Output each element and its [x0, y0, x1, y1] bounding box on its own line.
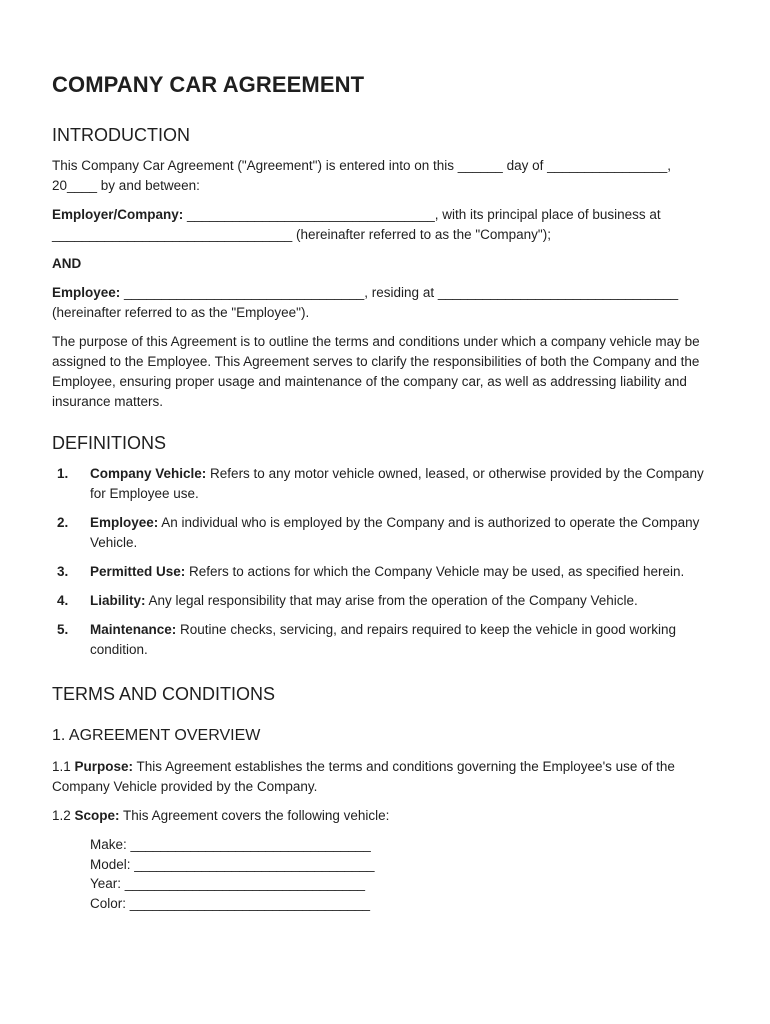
- term-label: Company Vehicle:: [90, 466, 207, 481]
- term-definition: Any legal responsibility that may arise from the operation of the Company Vehicle.: [145, 593, 638, 608]
- list-item: [52, 620, 718, 660]
- employee-paragraph: [52, 283, 718, 323]
- term-label: Permitted Use:: [90, 564, 186, 579]
- list-item-number: 5.: [57, 622, 69, 637]
- term-definition: An individual who is employed by the Company and is authorized to operate the Company Vehicle.: [90, 515, 700, 550]
- definitions-heading: DEFINITIONS: [52, 433, 167, 453]
- list-item-number: 3.: [57, 564, 69, 579]
- vehicle-year-field: Year: ________________________________: [90, 876, 366, 891]
- purpose-clause: [52, 757, 718, 797]
- employee-text: ________________________________, residing at ________________________________ (hereinafter referred to as the "Employee").: [52, 285, 679, 320]
- and-label: AND: [52, 256, 82, 271]
- term-label: Maintenance:: [90, 622, 177, 637]
- purpose-text: This Agreement establishes the terms and conditions governing the Employee's use of the Company Vehicle provided by the Company.: [52, 759, 675, 794]
- list-item-text: [90, 464, 718, 504]
- scope-clause: [52, 806, 718, 826]
- vehicle-color-field: Color: ________________________________: [90, 895, 371, 911]
- term-label: Employee:: [90, 515, 159, 530]
- list-item-number: 4.: [57, 593, 69, 608]
- definitions-list: [52, 464, 718, 660]
- clause-number: 1.1: [52, 759, 75, 774]
- and-separator: [52, 254, 718, 274]
- terms-heading: TERMS AND CONDITIONS: [52, 684, 276, 704]
- opening-paragraph: This Company Car Agreement ("Agreement") is entered into on this ______ day of ________________, 20____ by and between:: [52, 158, 671, 193]
- term-definition: Routine checks, servicing, and repairs required to keep the vehicle in good working condition.: [90, 622, 677, 657]
- list-item: [52, 591, 718, 611]
- agreement-overview-heading: 1. AGREEMENT OVERVIEW: [52, 727, 261, 744]
- vehicle-make-field: Make: ________________________________: [90, 837, 371, 852]
- purpose-paragraph: The purpose of this Agreement is to outline the terms and conditions under which a company vehicle may be assigned to the Employee. This Agreement serves to clarify the responsibilities of both the Company and the Employee, ensuring proper usage and maintenance of the company car, as well as addressing liability and insurance matters.: [52, 334, 700, 409]
- term-definition: Refers to actions for which the Company Vehicle may be used, as specified herein.: [185, 564, 685, 579]
- list-item-number: 2.: [57, 515, 69, 530]
- list-item-text: [90, 620, 718, 660]
- introduction-heading: INTRODUCTION: [52, 125, 190, 145]
- list-item-text: [90, 562, 718, 582]
- document-title: COMPANY CAR AGREEMENT: [52, 72, 365, 97]
- list-item: [52, 464, 718, 504]
- employee-label: Employee:: [52, 285, 121, 300]
- term-label: Liability:: [90, 593, 146, 608]
- scope-text: This Agreement covers the following vehicle:: [119, 808, 390, 823]
- employer-paragraph: [52, 205, 718, 245]
- list-item-text: [90, 591, 718, 611]
- list-item-text: [90, 513, 718, 553]
- clause-number: 1.2: [52, 808, 75, 823]
- employer-label: Employer/Company:: [52, 207, 184, 222]
- employer-text: _________________________________, with its principal place of business at ________________________________ (hereinafter referred to as the "Company");: [52, 207, 661, 242]
- vehicle-model-field: Model: ________________________________: [90, 856, 375, 872]
- list-item: [52, 562, 718, 582]
- scope-label: Scope:: [74, 808, 120, 823]
- term-definition: Refers to any motor vehicle owned, leased, or otherwise provided by the Company for Employee use.: [90, 466, 704, 501]
- list-item-number: 1.: [57, 466, 69, 481]
- list-item: [52, 513, 718, 553]
- purpose-label: Purpose:: [74, 759, 134, 774]
- vehicle-fields: [90, 835, 718, 913]
